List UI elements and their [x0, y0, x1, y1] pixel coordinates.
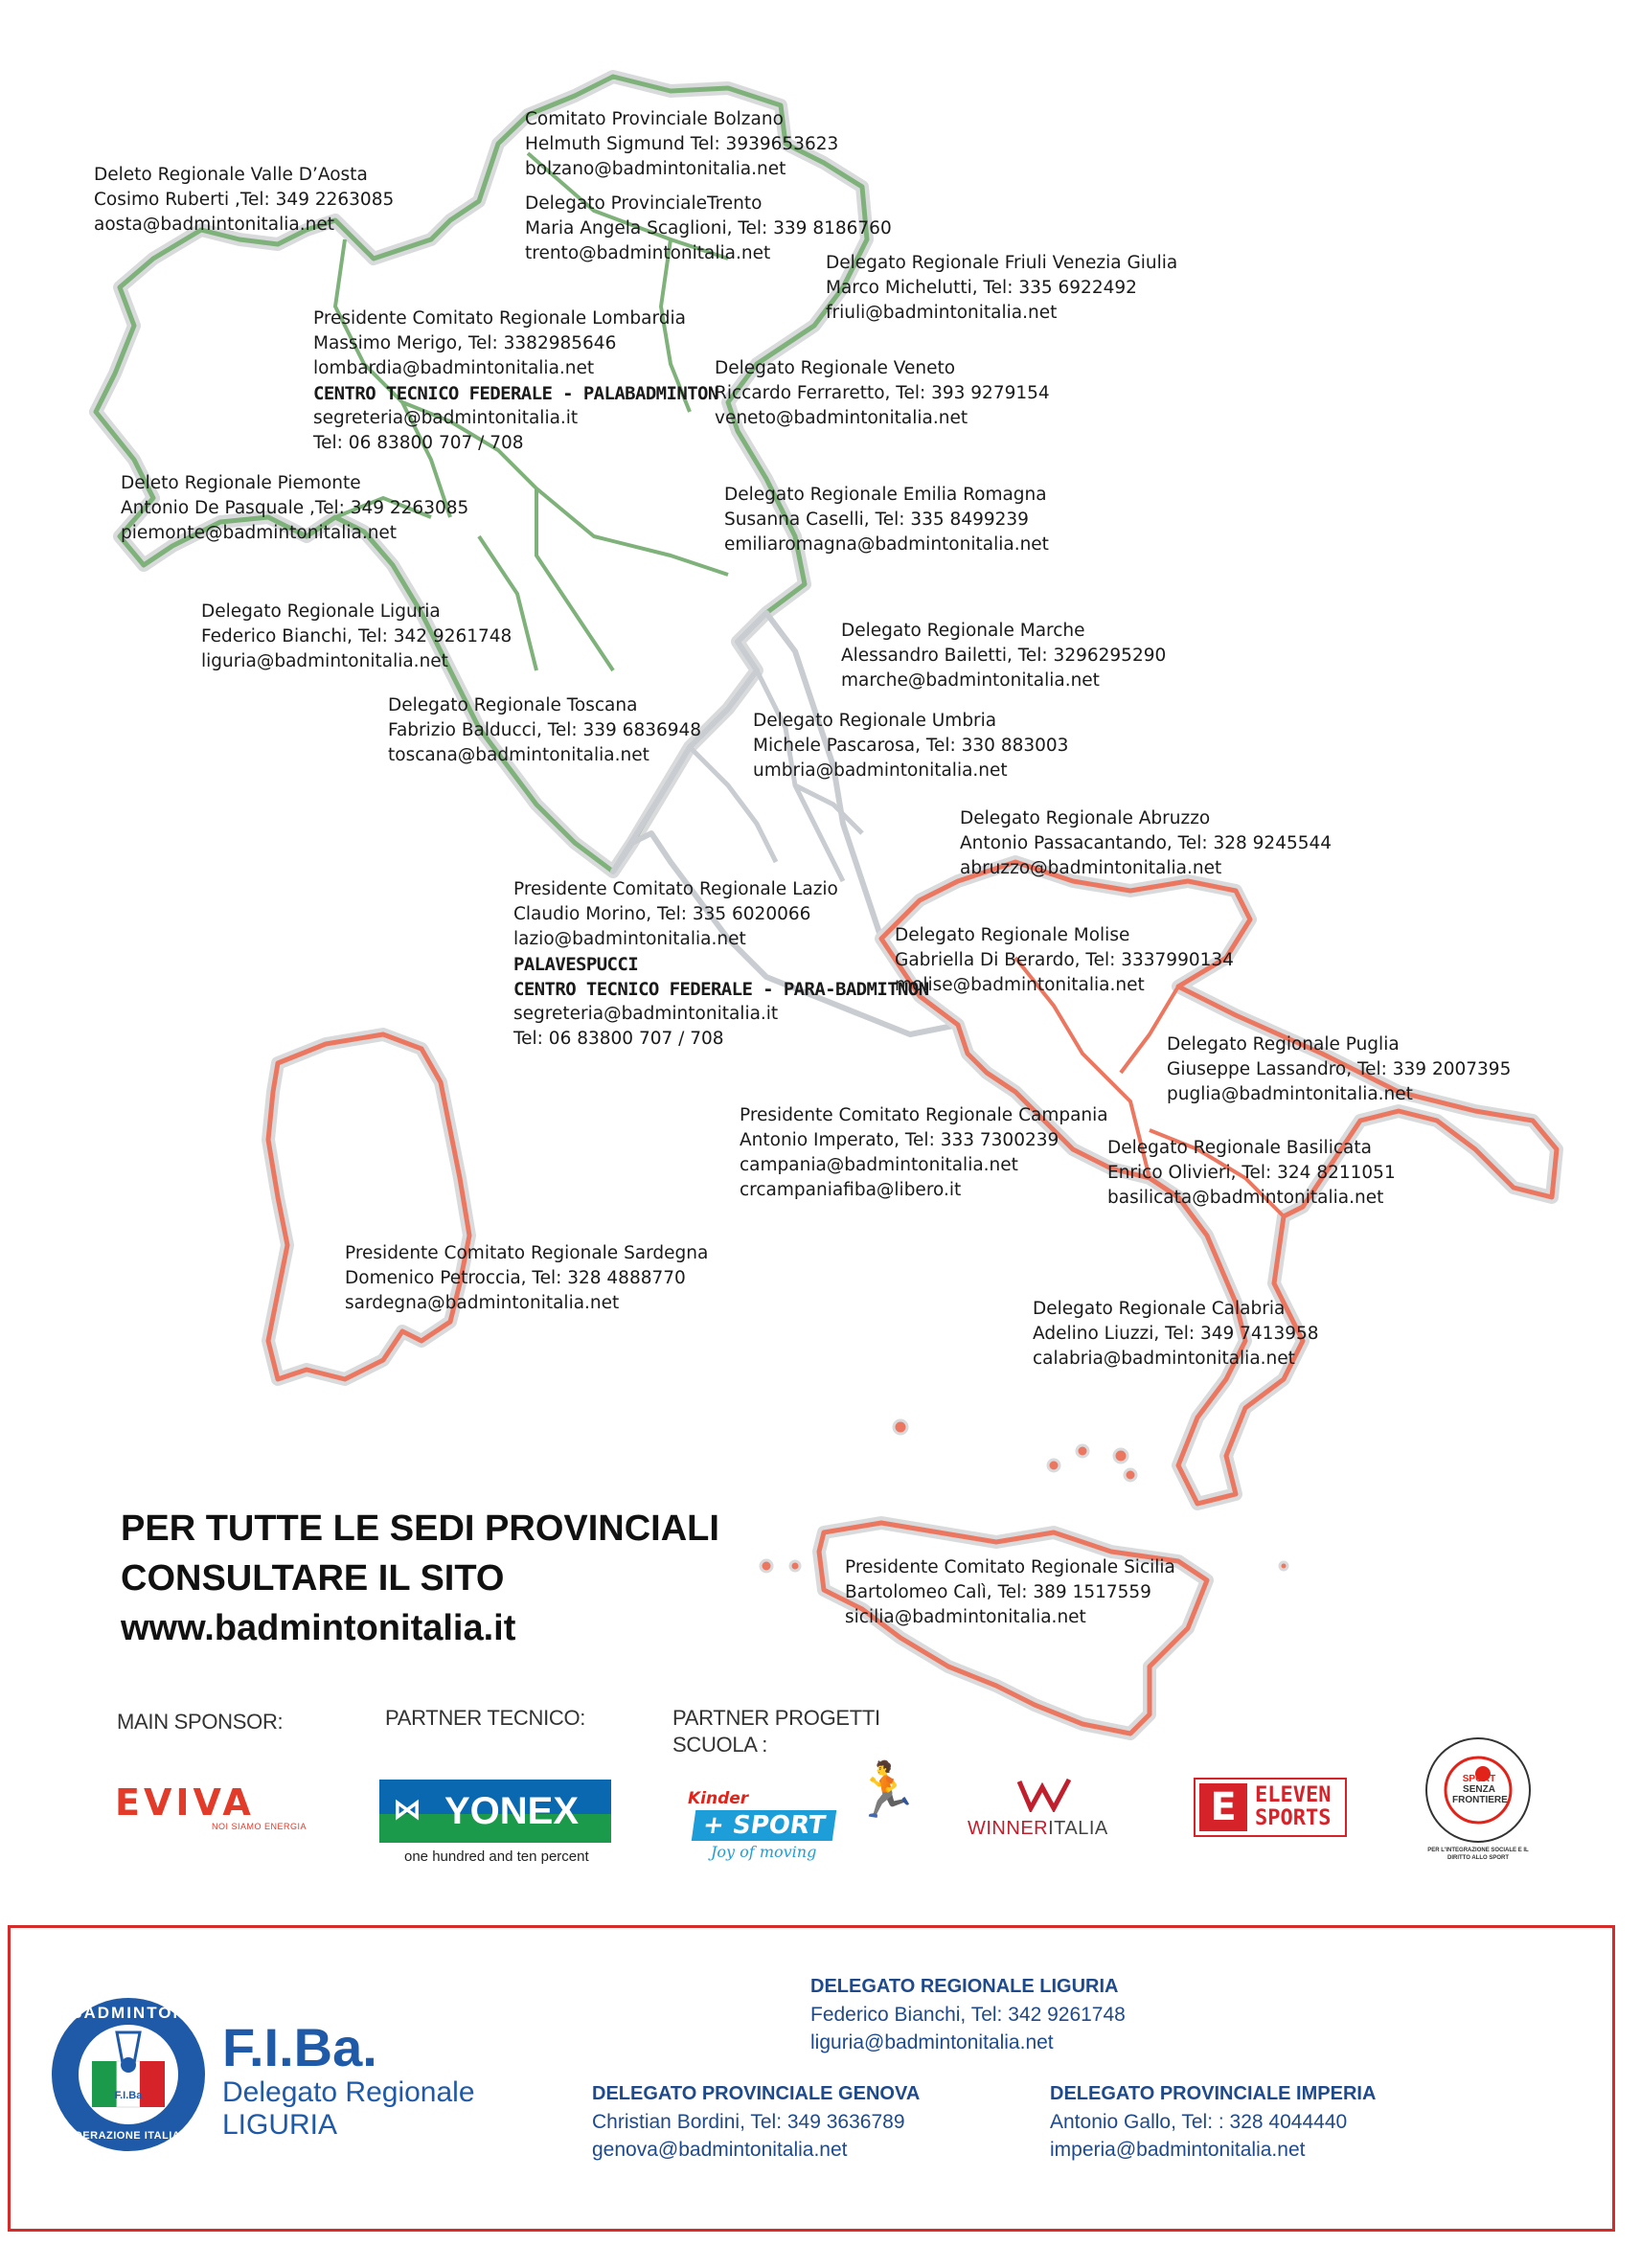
label-lombardia — [313, 306, 718, 456]
yonex-logo[interactable] — [379, 1780, 611, 1868]
sicilia-email[interactable]: sicilia@badmintonitalia.net — [845, 1607, 1086, 1627]
toscana-title: Delegato Regionale Toscana — [388, 695, 638, 715]
tech-partner-heading: PARTNER TECNICO: — [385, 1706, 586, 1730]
label-toscana — [388, 693, 701, 768]
abruzzo-title: Delegato Regionale Abruzzo — [960, 808, 1211, 828]
emilia-email[interactable]: emiliaromagna@badmintonitalia.net — [724, 534, 1049, 555]
label-calabria — [1033, 1297, 1319, 1372]
toscana-contact: Fabrizio Balducci, Tel: 339 6836948 — [388, 720, 702, 740]
lazio-center-name: PALAVESPUCCI — [513, 954, 639, 975]
provincial-sites-notice — [121, 1504, 719, 1653]
kinder-tagline: Joy of moving — [711, 1843, 817, 1861]
runner-icon: 🏃 — [853, 1759, 920, 1822]
sardinia-outline — [268, 1034, 469, 1379]
marche-email[interactable]: marche@badmintonitalia.net — [841, 670, 1100, 691]
molise-email[interactable]: molise@badmintonitalia.net — [895, 975, 1145, 995]
label-sardegna — [345, 1241, 708, 1316]
emilia-contact: Susanna Caselli, Tel: 335 8499239 — [724, 510, 1029, 530]
cta-website-link[interactable]: www.badmintonitalia.it — [121, 1608, 516, 1648]
fiba-subtitle-2: LIGURIA — [222, 2109, 338, 2141]
basilicata-email[interactable]: basilicata@badmintonitalia.net — [1107, 1188, 1384, 1208]
label-aosta — [94, 163, 394, 238]
abruzzo-email[interactable]: abruzzo@badmintonitalia.net — [960, 858, 1222, 878]
label-liguria — [201, 600, 512, 674]
label-veneto — [715, 356, 1050, 431]
cta-line-1: PER TUTTE LE SEDI PROVINCIALI — [121, 1508, 719, 1549]
seal-center-line-1: SPORT — [1462, 1774, 1496, 1784]
campania-contact: Antonio Imperato, Tel: 333 7300239 — [740, 1130, 1059, 1150]
trento-email[interactable]: trento@badmintonitalia.net — [525, 243, 771, 263]
umbria-email[interactable]: umbria@badmintonitalia.net — [753, 760, 1008, 781]
eviva-wordmark: EVIVA — [115, 1781, 255, 1824]
label-umbria — [753, 709, 1068, 783]
seal-center-line-2: SENZA — [1463, 1784, 1495, 1795]
contact-imperia-title: DELEGATO PROVINCIALE IMPERIA — [1050, 2083, 1377, 2104]
fiba-wordmark — [222, 2019, 475, 2142]
puglia-email[interactable]: puglia@badmintonitalia.net — [1167, 1084, 1413, 1104]
cta-line-2: CONSULTARE IL SITO — [121, 1558, 505, 1599]
kinder-wordmark: Kinder — [688, 1789, 749, 1808]
winner-w-icon — [1015, 1778, 1073, 1812]
calabria-contact: Adelino Liuzzi, Tel: 349 7413958 — [1033, 1324, 1319, 1344]
lazio-title: Presidente Comitato Regionale Lazio — [513, 879, 838, 899]
winner-word: WINNER — [968, 1818, 1049, 1839]
eleven-sports-logo[interactable] — [1194, 1778, 1347, 1837]
veneto-email[interactable]: veneto@badmintonitalia.net — [715, 408, 968, 428]
sardegna-title: Presidente Comitato Regionale Sardegna — [345, 1243, 709, 1263]
label-piemonte — [121, 471, 468, 546]
yonex-tagline: one hundred and ten percent — [404, 1848, 589, 1865]
contact-genova-email[interactable]: genova@badmintonitalia.net — [592, 2139, 848, 2161]
fiba-title: F.I.Ba. — [222, 2017, 377, 2077]
contact-imperia-email[interactable]: imperia@badmintonitalia.net — [1050, 2139, 1306, 2161]
lombardia-secretary-phone: Tel: 06 83800 707 / 708 — [313, 433, 524, 453]
umbria-contact: Michele Pascarosa, Tel: 330 883003 — [753, 736, 1069, 756]
lombardia-secretary-email[interactable]: segreteria@badmintonitalia.it — [313, 408, 579, 428]
puglia-contact: Giuseppe Lassandro, Tel: 339 2007395 — [1167, 1059, 1512, 1079]
eleven-word-1: ELEVEN — [1255, 1783, 1332, 1807]
calabria-title: Delegato Regionale Calabria — [1033, 1299, 1286, 1319]
molise-title: Delegato Regionale Molise — [895, 925, 1130, 945]
veneto-contact: Riccardo Ferraretto, Tel: 393 9279154 — [715, 383, 1050, 403]
umbria-title: Delegato Regionale Umbria — [753, 711, 997, 731]
liguria-title: Delegato Regionale Liguria — [201, 601, 441, 622]
basilicata-contact: Enrico Olivieri, Tel: 324 8211051 — [1107, 1163, 1396, 1183]
contact-liguria-title: DELEGATO REGIONALE LIGURIA — [810, 1976, 1119, 1997]
label-lazio — [513, 877, 929, 1052]
seal-center-line-3: FRONTIERE — [1452, 1795, 1508, 1805]
friuli-title: Delegato Regionale Friuli Venezia Giulia — [826, 253, 1178, 273]
label-basilicata — [1107, 1136, 1396, 1211]
label-abruzzo — [960, 806, 1332, 881]
label-campania — [740, 1103, 1108, 1203]
eleven-word-2: SPORTS — [1255, 1806, 1332, 1830]
yonex-banner — [379, 1780, 611, 1843]
fiba-badge-top-text: BADMINTON — [70, 2004, 187, 2022]
fiba-badge — [48, 1994, 209, 2155]
lombardia-contact: Massimo Merigo, Tel: 3382985646 — [313, 333, 617, 353]
lombardia-email[interactable]: lombardia@badmintonitalia.net — [313, 358, 595, 378]
contact-genova-title: DELEGATO PROVINCIALE GENOVA — [592, 2083, 921, 2104]
lazio-contact: Claudio Morino, Tel: 335 6020066 — [513, 904, 811, 924]
lazio-secretary-phone: Tel: 06 83800 707 / 708 — [513, 1029, 724, 1049]
emilia-title: Delegato Regionale Emilia Romagna — [724, 485, 1047, 505]
piemonte-contact: Antonio De Pasquale ,Tel: 349 2263085 — [121, 498, 469, 518]
aosta-contact: Cosimo Ruberti ,Tel: 349 2263085 — [94, 190, 395, 210]
friuli-contact: Marco Michelutti, Tel: 335 6922492 — [826, 278, 1137, 298]
eviva-logo[interactable] — [115, 1783, 312, 1831]
label-marche — [841, 619, 1166, 693]
school-heading-line-1: PARTNER PROGETTI — [672, 1706, 880, 1730]
liguria-email[interactable]: liguria@badmintonitalia.net — [201, 651, 448, 671]
fiba-subtitle-1: Delegato Regionale — [222, 2076, 475, 2108]
seal-center-text — [1452, 1774, 1506, 1805]
winner-italia-logo[interactable] — [968, 1778, 1121, 1845]
fiba-badge-center-text: F.I.Ba — [114, 2090, 143, 2101]
sport-senza-frontiere-seal[interactable] — [1424, 1735, 1533, 1864]
campania-title: Presidente Comitato Regionale Campania — [740, 1105, 1108, 1125]
trento-contact: Maria Angela Scaglioni, Tel: 339 8186760 — [525, 218, 892, 238]
yonex-symbol-icon: ⋈ — [393, 1793, 421, 1826]
aosta-title: Deleto Regionale Valle D’Aosta — [94, 165, 368, 185]
friuli-email[interactable]: friuli@badmintonitalia.net — [826, 303, 1058, 323]
bolzano-contact: Helmuth Sigmund Tel: 3939653623 — [525, 134, 839, 154]
bolzano-email[interactable]: bolzano@badmintonitalia.net — [525, 159, 786, 179]
contact-imperia-name: Antonio Gallo, Tel: : 328 4044440 — [1050, 2111, 1348, 2133]
trento-title: Delegato ProvincialeTrento — [525, 193, 763, 214]
toscana-email[interactable]: toscana@badmintonitalia.net — [388, 745, 649, 765]
label-bolzano — [525, 107, 838, 182]
label-sicilia — [845, 1555, 1175, 1630]
veneto-title: Delegato Regionale Veneto — [715, 358, 956, 378]
school-partner-heading — [672, 1705, 880, 1758]
yonex-wordmark: YONEX — [444, 1790, 580, 1832]
calabria-email[interactable]: calabria@badmintonitalia.net — [1033, 1349, 1295, 1369]
eviva-tagline: NOI SIAMO ENERGIA — [211, 1822, 307, 1831]
molise-contact: Gabriella Di Berardo, Tel: 3337990134 — [895, 950, 1234, 970]
puglia-title: Delegato Regionale Puglia — [1167, 1034, 1400, 1055]
lombardia-title: Presidente Comitato Regionale Lombardia — [313, 308, 686, 329]
fiba-badge-bottom-text: FEDERAZIONE ITALIANA — [59, 2130, 197, 2142]
label-molise — [895, 923, 1234, 998]
school-heading-line-2: SCUOLA : — [672, 1733, 768, 1757]
label-emilia — [724, 483, 1049, 557]
contact-liguria-regional — [810, 1973, 1126, 2056]
campania-email-2[interactable]: crcampaniafiba@libero.it — [740, 1180, 962, 1200]
liguria-contact: Federico Bianchi, Tel: 342 9261748 — [201, 626, 512, 646]
lazio-email[interactable]: lazio@badmintonitalia.net — [513, 929, 746, 949]
contact-imperia-provincial — [1050, 2080, 1376, 2164]
abruzzo-contact: Antonio Passacantando, Tel: 328 9245544 — [960, 833, 1332, 853]
lazio-secretary-email[interactable]: segreteria@badmintonitalia.it — [513, 1004, 779, 1024]
contact-genova-provincial — [592, 2080, 920, 2164]
label-friuli — [826, 251, 1177, 326]
piemonte-email[interactable]: piemonte@badmintonitalia.net — [121, 523, 398, 543]
lazio-center-title: CENTRO TECNICO FEDERALE - PARA-BADMITNON — [513, 979, 929, 1000]
contact-liguria-email[interactable]: liguria@badmintonitalia.net — [810, 2031, 1054, 2053]
seal-outer-text: PER L'INTEGRAZIONE SOCIALE E IL DIRITTO ALLO SPORT — [1427, 1848, 1529, 1861]
kinder-sport-badge: + SPORT — [692, 1810, 837, 1841]
kinder-sport-logo[interactable] — [684, 1759, 920, 1861]
winner-wordmark — [968, 1818, 1108, 1840]
bolzano-title: Comitato Provinciale Bolzano — [525, 109, 784, 129]
eleven-e-icon: E — [1199, 1783, 1247, 1831]
contact-genova-name: Christian Bordini, Tel: 349 3636789 — [592, 2111, 905, 2133]
winner-italia-word: ITALIA — [1048, 1818, 1108, 1839]
label-puglia — [1167, 1032, 1511, 1107]
lombardia-center-title: CENTRO TECNICO FEDERALE - PALABADMINTON — [313, 383, 718, 404]
marche-contact: Alessandro Bailetti, Tel: 3296295290 — [841, 646, 1167, 666]
main-sponsor-heading: MAIN SPONSOR: — [117, 1710, 284, 1734]
sardegna-contact: Domenico Petroccia, Tel: 328 4888770 — [345, 1268, 686, 1288]
piemonte-title: Deleto Regionale Piemonte — [121, 473, 361, 493]
sicilia-title: Presidente Comitato Regionale Sicilia — [845, 1557, 1175, 1577]
marche-title: Delegato Regionale Marche — [841, 621, 1085, 641]
aosta-email[interactable]: aosta@badmintonitalia.net — [94, 215, 334, 235]
contact-liguria-name: Federico Bianchi, Tel: 342 9261748 — [810, 2004, 1126, 2026]
sardegna-email[interactable]: sardegna@badmintonitalia.net — [345, 1293, 620, 1313]
basilicata-title: Delegato Regionale Basilicata — [1107, 1138, 1372, 1158]
campania-email[interactable]: campania@badmintonitalia.net — [740, 1155, 1018, 1175]
sicilia-contact: Bartolomeo Calì, Tel: 389 1517559 — [845, 1582, 1151, 1602]
